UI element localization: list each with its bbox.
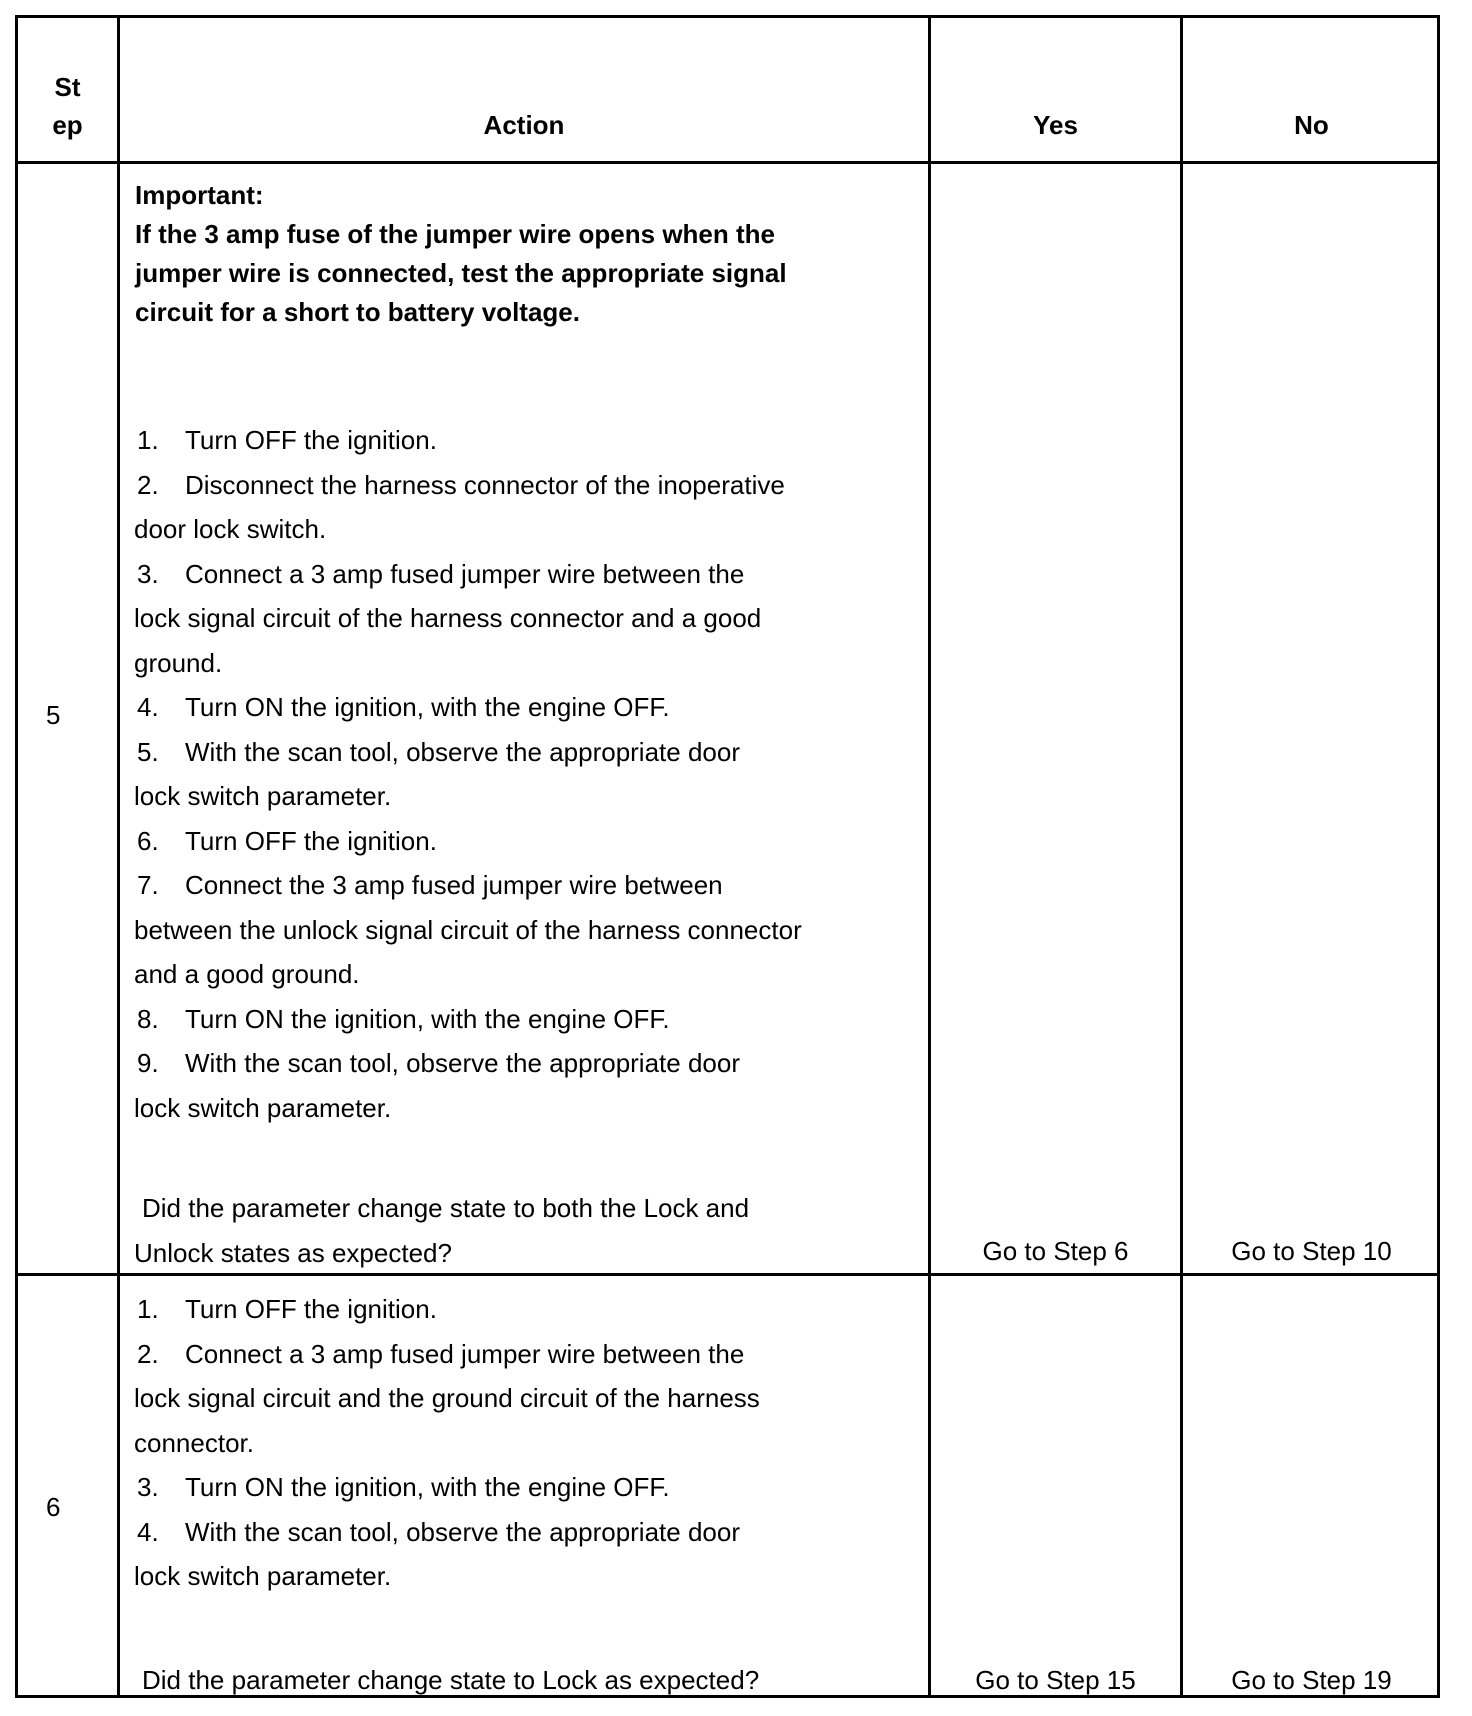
list-item: 7. Connect the 3 amp fused jumper wire between	[137, 870, 723, 900]
list-item: 1. Turn OFF the ignition.	[137, 425, 437, 455]
list-item-continuation: lock signal circuit of the harness connector and a good	[134, 603, 762, 633]
list-item-continuation: lock switch parameter.	[134, 1092, 392, 1123]
list-item: 8. Turn ON the ignition, with the engine OFF.	[137, 1003, 670, 1034]
list-item: 3. Connect a 3 amp fused jumper wire between the	[137, 558, 745, 589]
no-result: Go to Step 10	[1231, 1236, 1392, 1266]
list-item: 4. With the scan tool, observe the appropriate door	[137, 1516, 740, 1547]
column-divider-step	[117, 18, 120, 1695]
list-item-continuation: between the unlock signal circuit of the harness connector	[134, 914, 802, 945]
list-item: 2. Connect a 3 amp fused jumper wire between the	[137, 1338, 745, 1369]
step-number: 6	[46, 1492, 61, 1522]
header-yes: Yes	[1033, 110, 1078, 140]
list-item: 5. With the scan tool, observe the appropriate door	[137, 736, 740, 767]
header-action: Action	[483, 110, 565, 140]
list-item-continuation: lock switch parameter.	[134, 781, 392, 811]
list-item-continuation: ground.	[134, 647, 223, 678]
header-step: St ep	[52, 72, 83, 140]
action-steps	[134, 418, 802, 1130]
list-item-continuation: connector.	[134, 1427, 254, 1458]
action-steps	[134, 1287, 760, 1599]
list-item-continuation: and a good ground.	[134, 959, 360, 989]
list-item-continuation: lock signal circuit and the ground circuit of the harness	[134, 1383, 760, 1413]
yes-result: Go to Step 15	[975, 1665, 1136, 1695]
list-item: 3. Turn ON the ignition, with the engine OFF.	[137, 1472, 670, 1502]
header-no: No	[1294, 110, 1329, 140]
column-divider-action	[928, 18, 931, 1695]
list-item-continuation: lock switch parameter.	[134, 1561, 392, 1591]
header-divider	[18, 161, 1437, 164]
column-divider-yes	[1180, 18, 1183, 1695]
list-item: 6. Turn OFF the ignition.	[137, 825, 437, 856]
list-item-continuation: door lock switch.	[134, 514, 327, 544]
list-item: 4. Turn ON the ignition, with the engine OFF.	[137, 692, 670, 722]
step-number: 5	[46, 700, 61, 730]
important-note: Important: If the 3 amp fuse of the jumper wire opens when the jumper wire is connected, test the appropriate signal circuit for a short to battery voltage.	[135, 176, 787, 332]
no-result: Go to Step 19	[1231, 1665, 1392, 1695]
list-item: 9. With the scan tool, observe the appropriate door	[137, 1048, 740, 1078]
list-item: 2. Disconnect the harness connector of the inoperative	[137, 469, 785, 500]
question: Did the parameter change state to Lock as expected?	[142, 1665, 760, 1695]
list-item: 1. Turn OFF the ignition.	[137, 1294, 437, 1324]
diagnostic-table	[15, 15, 1440, 1698]
important-label: Important:	[135, 180, 264, 210]
question: Did the parameter change state to both the Lock and Unlock states as expected?	[134, 1193, 750, 1268]
yes-result: Go to Step 6	[982, 1236, 1129, 1266]
